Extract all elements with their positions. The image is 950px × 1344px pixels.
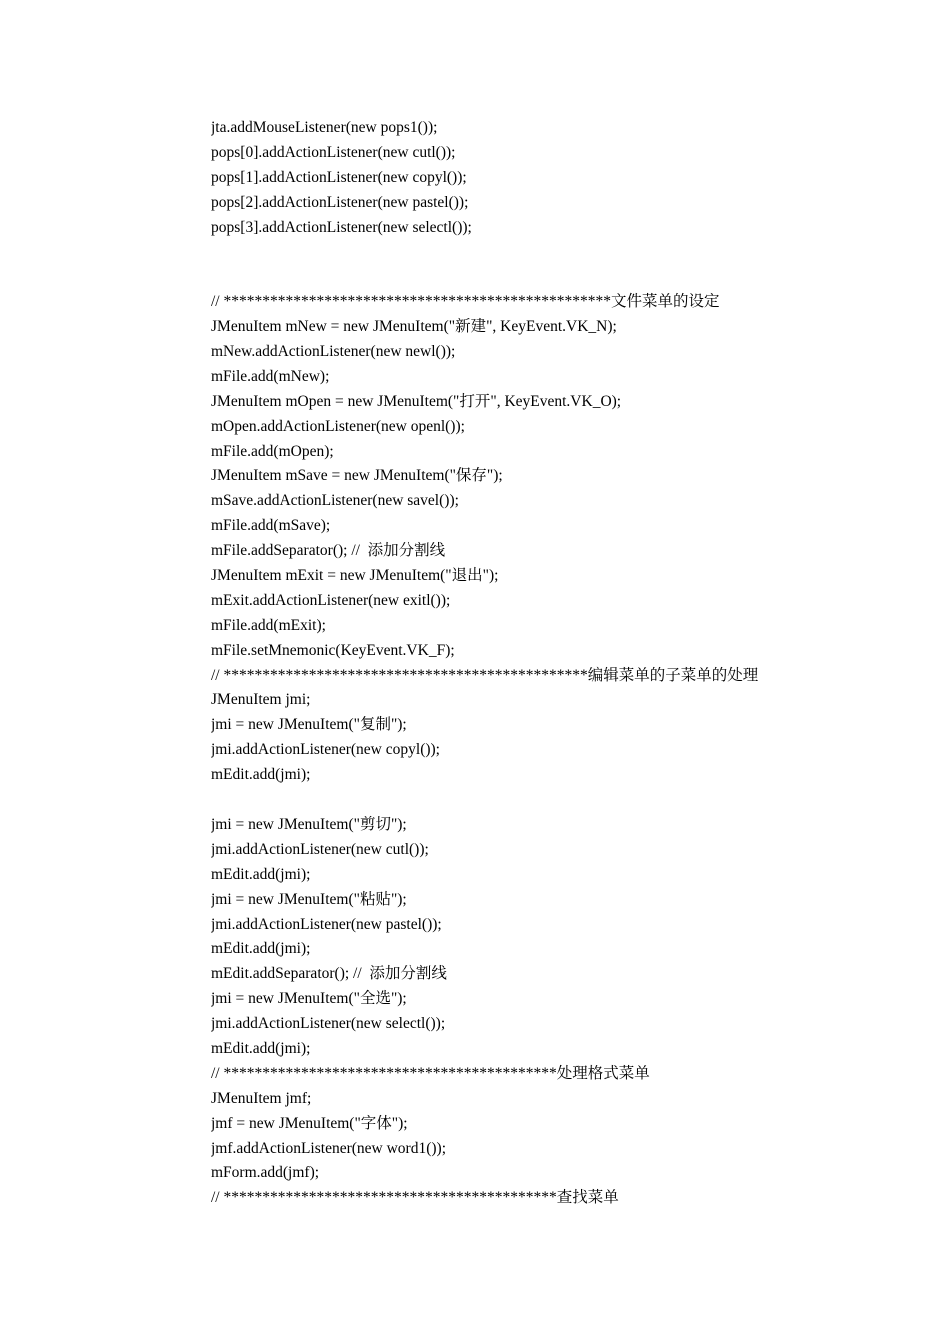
code-line: mFile.add(mSave);	[211, 517, 331, 535]
code-line: jmi.addActionListener(new cutl());	[211, 840, 429, 858]
code-line: JMenuItem jmi;	[211, 691, 311, 709]
comment-line-format-menu: // *******************************************处理格式菜单	[211, 1064, 650, 1082]
code-line: mEdit.add(jmi);	[211, 940, 311, 958]
code-line: mEdit.addSeparator(); // 添加分割线	[211, 965, 447, 983]
code-listing	[211, 116, 911, 1211]
code-line: JMenuItem mOpen = new JMenuItem("打开", KeyEvent.VK_O);	[211, 392, 622, 410]
code-line: pops[0].addActionListener(new cutl());	[211, 143, 456, 161]
code-line: mFile.addSeparator(); // 添加分割线	[211, 542, 446, 560]
code-line: jmf.addActionListener(new word1());	[211, 1139, 447, 1157]
blank-line	[211, 265, 911, 290]
code-line: jmi = new JMenuItem("全选");	[211, 990, 407, 1008]
code-line: jmi = new JMenuItem("复制");	[211, 716, 407, 734]
code-line: jta.addMouseListener(new pops1());	[211, 119, 438, 136]
code-line: mNew.addActionListener(new newl());	[211, 343, 456, 361]
code-line: mEdit.add(jmi);	[211, 1039, 311, 1057]
code-line: pops[2].addActionListener(new pastel());	[211, 193, 469, 211]
blank-line	[211, 240, 911, 265]
code-line: JMenuItem jmf;	[211, 1089, 312, 1107]
code-line: jmi = new JMenuItem("粘贴");	[211, 890, 407, 908]
code-line: pops[3].addActionListener(new selectl());	[211, 218, 472, 236]
code-line: mEdit.add(jmi);	[211, 766, 311, 784]
code-line: jmi.addActionListener(new pastel());	[211, 915, 442, 933]
code-line: jmi = new JMenuItem("剪切");	[211, 815, 407, 833]
code-line: mFile.add(mNew);	[211, 367, 330, 385]
code-line: mFile.add(mOpen);	[211, 442, 334, 460]
code-line: JMenuItem mNew = new JMenuItem("新建", KeyEvent.VK_N);	[211, 318, 617, 336]
code-line: mExit.addActionListener(new exitl());	[211, 591, 451, 609]
code-line: mFile.setMnemonic(KeyEvent.VK_F);	[211, 641, 455, 659]
blank-line	[211, 788, 911, 813]
comment-line-edit-menu: // ***********************************************编辑菜单的子菜单的处理	[211, 666, 759, 684]
code-line: jmi.addActionListener(new selectl());	[211, 1015, 446, 1033]
comment-line-file-menu: // **************************************************文件菜单的设定	[211, 293, 720, 311]
code-line: pops[1].addActionListener(new copyl());	[211, 168, 467, 186]
code-line: mFile.add(mExit);	[211, 616, 326, 634]
code-line: jmi.addActionListener(new copyl());	[211, 741, 440, 759]
code-line: mSave.addActionListener(new savel());	[211, 492, 459, 510]
code-line: mOpen.addActionListener(new openl());	[211, 417, 465, 435]
code-line: mEdit.add(jmi);	[211, 865, 311, 883]
comment-line-find-menu: // *******************************************查找菜单	[211, 1189, 619, 1207]
code-line: JMenuItem mExit = new JMenuItem("退出");	[211, 567, 499, 585]
code-line: jmf = new JMenuItem("字体");	[211, 1114, 408, 1132]
code-line: JMenuItem mSave = new JMenuItem("保存");	[211, 467, 503, 485]
code-line: mForm.add(jmf);	[211, 1164, 320, 1182]
